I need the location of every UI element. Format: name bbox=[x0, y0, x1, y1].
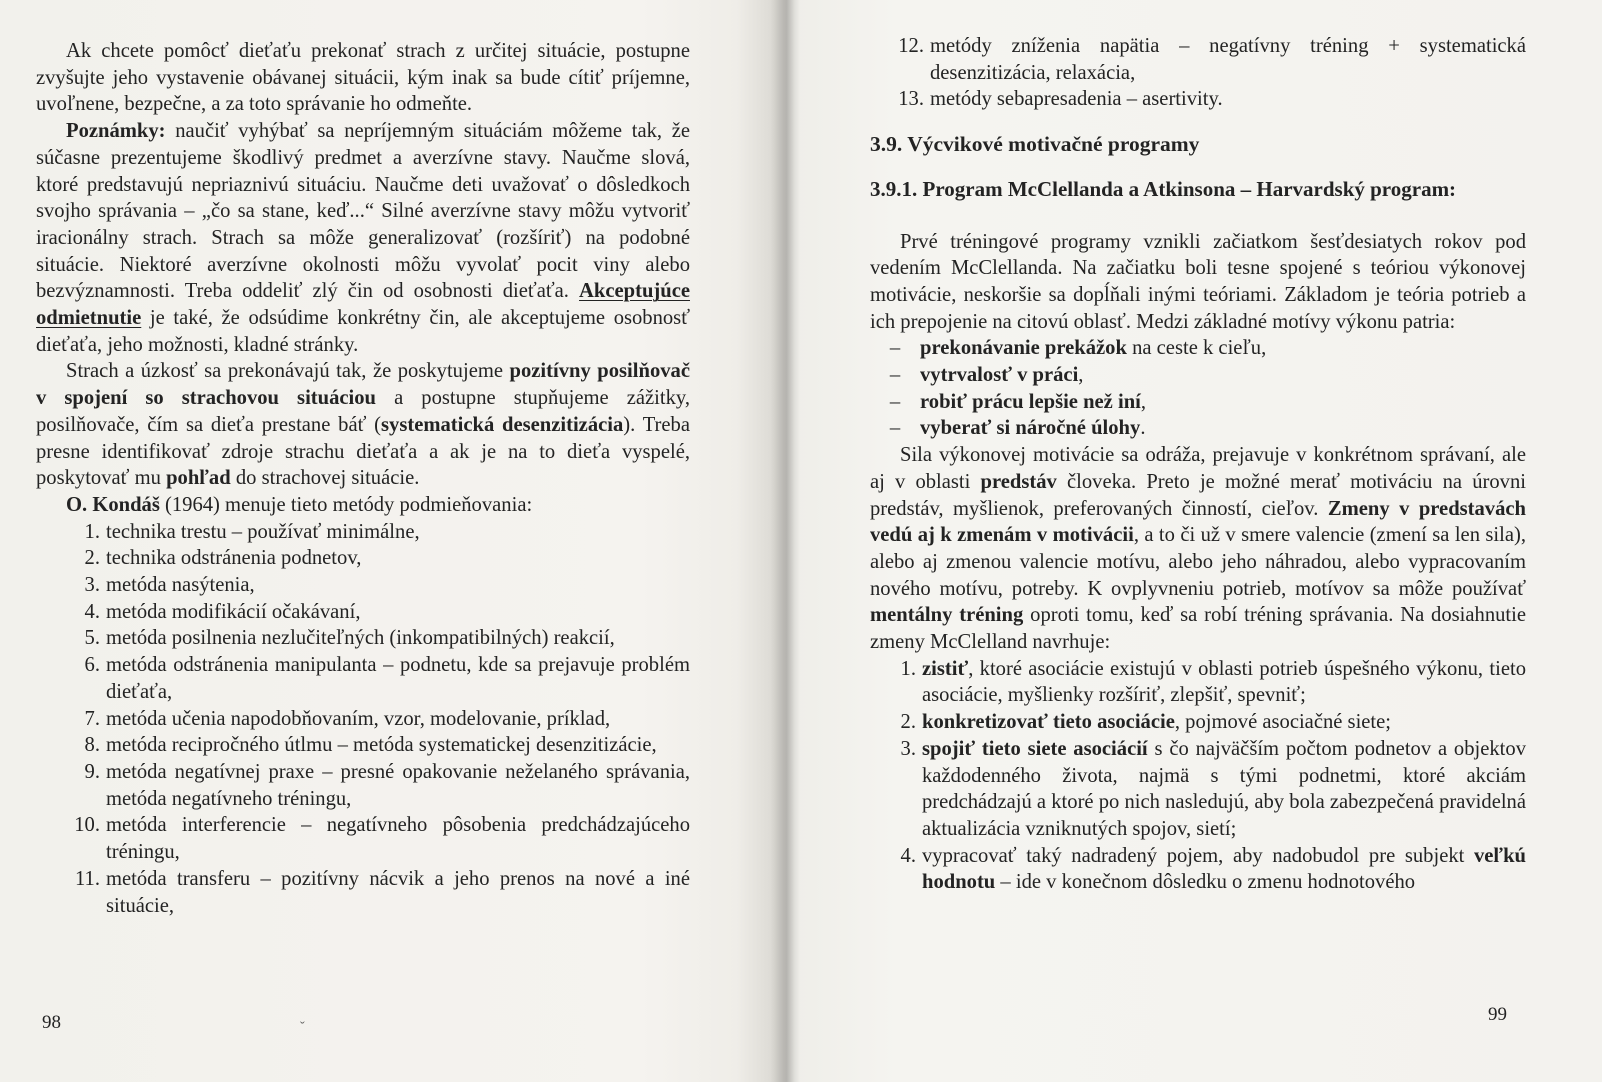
step-rest-2: – ide v konečnom dôsledku o zmenu hodnotového bbox=[995, 871, 1416, 894]
notes-text-a: naučiť vyhýbať sa nepríjemným situáciám môžeme tak, že súčasne prezentujeme škodlivý predmet a averzívne stavy. Naučme slová, ktoré predstavujú nepriaznivú situáciu. Naučme deti uvažovať o dôsledkoch svojho správania – „čo sa stane, keď...“ Silné averzívne stavy môžu vytvoriť iracionálny strach. Strach sa môže generalizovať (rozšíriť) na podobné situácie. Niektoré averzívne okolnosti môžu vyvolať pocit viny alebo bezvýznamnosti. Treba oddeliť zlý čin od osobnosti dieťaťa. bbox=[36, 120, 690, 303]
list-item bbox=[36, 572, 690, 599]
right-page bbox=[800, 0, 1602, 1082]
anxiety-text-d: do strachovej situácie. bbox=[230, 467, 420, 490]
list-item bbox=[36, 706, 690, 733]
section-heading-3-9: 3.9. Výcvikové motivačné programy bbox=[870, 132, 1200, 157]
step-term: konkretizovať tieto asociácie bbox=[922, 711, 1175, 734]
step-rest: vypracovať taký nadradený pojem, aby nadobudol pre subjekt bbox=[922, 844, 1474, 867]
list-item-number: 10. bbox=[74, 814, 100, 837]
list-item-text bbox=[920, 415, 1145, 442]
step-rest: , ktoré asociácie existujú v oblasti potrieb úspešného výkonu, tieto asociácie, myšlienky rozšíriť, zlepšiť, spevniť; bbox=[922, 657, 1526, 707]
strength-text-a: Sila výkonovej motivácie sa odráža, prejavuje v konkrétnom správaní, ale aj v oblasti bbox=[870, 444, 1526, 493]
dash-marker: – bbox=[889, 337, 901, 360]
list-item bbox=[870, 709, 1526, 736]
scan-mark: ˇ bbox=[300, 1020, 305, 1035]
list-item bbox=[870, 656, 1526, 709]
imagination-term: predstáv bbox=[980, 470, 1057, 493]
paragraph-kondas bbox=[36, 492, 690, 519]
positive-reinforcer-term: pozitívny posilňovač v spojení so strachovou situáciou bbox=[36, 360, 690, 410]
motive-rest: na ceste k cieľu, bbox=[1126, 337, 1267, 360]
list-item bbox=[36, 866, 690, 919]
motive-term: robiť prácu lepšie než iní bbox=[920, 390, 1141, 413]
list-item bbox=[36, 759, 690, 812]
list-item-text: metódy sebapresadenia – asertivity. bbox=[930, 88, 1223, 111]
motive-term: vyberať si náročné úlohy bbox=[920, 417, 1141, 440]
list-item bbox=[870, 389, 1526, 416]
dash-marker: – bbox=[889, 364, 901, 387]
conditioning-methods-list-continued bbox=[870, 33, 1526, 113]
paragraph-motivation-strength bbox=[870, 442, 1526, 656]
view-term: pohľad bbox=[166, 467, 231, 490]
list-item-text bbox=[922, 656, 1526, 709]
list-item-text bbox=[920, 362, 1083, 389]
achievement-motives-list bbox=[870, 335, 1526, 442]
list-item-text: metóda negatívnej praxe – presné opakovanie neželaného správania, metóda negatívneho tréningu, bbox=[106, 760, 690, 810]
list-item bbox=[870, 86, 1526, 113]
motive-rest: . bbox=[1140, 417, 1146, 440]
motive-rest: , bbox=[1078, 364, 1084, 387]
left-page-text bbox=[36, 38, 690, 919]
list-item bbox=[36, 599, 690, 626]
list-item-text bbox=[922, 843, 1526, 896]
list-item-number: 4. bbox=[84, 600, 100, 623]
list-item-text bbox=[920, 335, 1266, 362]
list-item bbox=[870, 335, 1526, 362]
list-item-text: metóda interferencie – negatívneho pôsobenia predchádzajúceho tréningu, bbox=[106, 814, 690, 864]
anxiety-text-a: Strach a úzkosť sa prekonávajú tak, že poskytujeme bbox=[66, 360, 510, 383]
list-item-number: 4. bbox=[900, 844, 916, 867]
list-item-text: technika trestu – používať minimálne, bbox=[106, 520, 420, 543]
list-item bbox=[870, 33, 1526, 86]
list-item-number: 3. bbox=[900, 737, 916, 760]
change-term: Zmeny v predstavách vedú aj k zmenám v motivácii bbox=[870, 497, 1526, 547]
step-term: zistiť bbox=[922, 657, 969, 680]
list-item-number: 12. bbox=[898, 35, 924, 57]
list-item bbox=[36, 652, 690, 705]
list-item-number: 9. bbox=[84, 760, 100, 783]
list-item-number: 6. bbox=[84, 654, 100, 677]
step-rest: , pojmové asociačné siete; bbox=[1174, 711, 1392, 734]
step-term: spojiť tieto siete asociácií bbox=[922, 737, 1148, 760]
list-item-number: 8. bbox=[84, 734, 100, 757]
motive-term: vytrvalosť v práci bbox=[920, 364, 1079, 387]
list-item bbox=[36, 732, 690, 759]
right-page-text bbox=[870, 33, 1526, 896]
list-item-text: metóda recipročného útlmu – metóda systematickej desenzitizácie, bbox=[106, 734, 657, 757]
list-item-text: metóda nasýtenia, bbox=[106, 574, 255, 597]
list-item-text: metódy zníženia napätia – negatívny tréning + systematická desenzitizácia, relaxácia, bbox=[930, 35, 1526, 84]
motive-term: prekonávanie prekážok bbox=[920, 337, 1127, 360]
list-item-number: 1. bbox=[84, 520, 100, 543]
list-item-text bbox=[922, 736, 1526, 843]
list-item-number: 1. bbox=[900, 657, 916, 680]
left-page bbox=[0, 0, 780, 1082]
section-heading-3-9-1: 3.9.1. Program McClellanda a Atkinsona – Harvardský program: bbox=[870, 176, 1457, 201]
list-item-number: 2. bbox=[84, 547, 100, 570]
step-term-2: veľkú hodnotu bbox=[922, 844, 1526, 894]
list-item-number: 7. bbox=[84, 707, 100, 730]
list-item-number: 2. bbox=[900, 711, 916, 734]
dash-marker: – bbox=[889, 417, 901, 440]
paragraph-anxiety bbox=[36, 358, 690, 492]
list-item bbox=[36, 625, 690, 652]
conditioning-methods-list bbox=[36, 519, 690, 920]
anxiety-text-b: a postupne stupňujeme zážitky, posilňovače, čím sa dieťa prestane báť ( bbox=[36, 387, 690, 436]
author-kondas: O. Kondáš bbox=[66, 493, 160, 516]
anxiety-text-c: ). Treba presne identifikovať zdroje strachu dieťaťa a ak je na to dieťa vyspelé, poskytovať mu bbox=[36, 413, 690, 490]
kondas-text: (1964) menuje tieto metódy podmieňovania: bbox=[159, 493, 533, 516]
list-item-text bbox=[920, 389, 1146, 416]
strength-text-c: , a to či už v smere valencie (zmení sa len sila), alebo aj zmenou valencie motívu, alebo jeho náhradou, alebo vypracovaním nového motívu, potreby. K ovplyvneniu potrieb, motívov sa môže používať bbox=[870, 524, 1526, 600]
list-item-text bbox=[922, 709, 1526, 736]
list-item-text: metóda modifikácií očakávaní, bbox=[106, 600, 361, 623]
paragraph-notes bbox=[36, 118, 690, 358]
strength-text-d: oproti tomu, keď sa robí tréning správania. Na dosiahnutie zmeny McClelland navrhuje: bbox=[870, 604, 1527, 654]
mcclelland-steps-list bbox=[870, 656, 1526, 896]
list-item-text: metóda transferu – pozitívny nácvik a jeho prenos na nové a iné situácie, bbox=[106, 867, 690, 917]
page-number-right: 99 bbox=[1488, 1004, 1507, 1025]
list-item bbox=[870, 362, 1526, 389]
list-item bbox=[36, 545, 690, 572]
list-item-text: metóda odstránenia manipulanta – podnetu, kde sa prejavuje problém dieťaťa, bbox=[106, 654, 690, 703]
list-item-text: metóda posilnenia nezlučiteľných (inkompatibilných) reakcií, bbox=[106, 627, 615, 650]
accepting-rejection-term: Akceptujúce odmietnutie bbox=[36, 280, 690, 330]
list-item-number: 13. bbox=[898, 88, 924, 111]
mental-training-term: mentálny tréning bbox=[870, 604, 1024, 627]
notes-label: Poznámky: bbox=[66, 120, 166, 143]
paragraph-fear: Ak chcete pomôcť dieťaťu prekonať strach z určitej situácie, postupne zvyšujte jeho vystavenie obávanej situácii, kým inak sa bude cítiť príjemne, uvoľnene, bezpečne, a za toto správanie ho odmeňte. bbox=[36, 40, 690, 116]
strength-text-b: človeka. Preto je možné merať motiváciu na úrovni predstáv, myšlienok, preferovaných činností, cieľov. bbox=[870, 470, 1526, 520]
list-item bbox=[36, 519, 690, 546]
list-item-text: metóda učenia napodobňovaním, vzor, modelovanie, príklad, bbox=[106, 707, 611, 730]
step-rest: s čo najväčším počtom podnetov a objektov každodenného života, najmä s tými podnetmi, ktoré akciám predchádzajú a ktoré po nich nasledujú, aby bola zabezpečená pravidelná aktualizácia vzniknutých spojov, sietí; bbox=[922, 737, 1526, 840]
list-item bbox=[870, 843, 1526, 896]
desensitization-term: systematická desenzitizácia bbox=[381, 413, 624, 436]
list-item bbox=[36, 812, 690, 865]
notes-text-b: je také, že odsúdime konkrétny čin, ale akceptujeme osobnosť dieťaťa, jeho možnosti, kladné stránky. bbox=[36, 307, 690, 356]
list-item-number: 5. bbox=[84, 627, 100, 650]
list-item bbox=[870, 415, 1526, 442]
list-item-number: 3. bbox=[84, 574, 100, 597]
motive-rest: , bbox=[1140, 390, 1147, 413]
list-item-text: technika odstránenia podnetov, bbox=[106, 547, 362, 570]
list-item bbox=[870, 736, 1526, 843]
paragraph-programs: Prvé tréningové programy vznikli začiatkom šesťdesiatych rokov pod vedením McClellanda. Na začiatku boli tesne spojené s teóriou výkonovej motivácie, neskoršie sa dopĺňali inými teóriami. Základom je teória potrieb a ich prepojenie na citovú oblasť. Medzi základné motívy výkonu patria: bbox=[870, 230, 1526, 333]
dash-marker: – bbox=[889, 390, 901, 413]
page-number-left: 98 bbox=[42, 1012, 61, 1033]
list-item-number: 11. bbox=[75, 867, 100, 890]
